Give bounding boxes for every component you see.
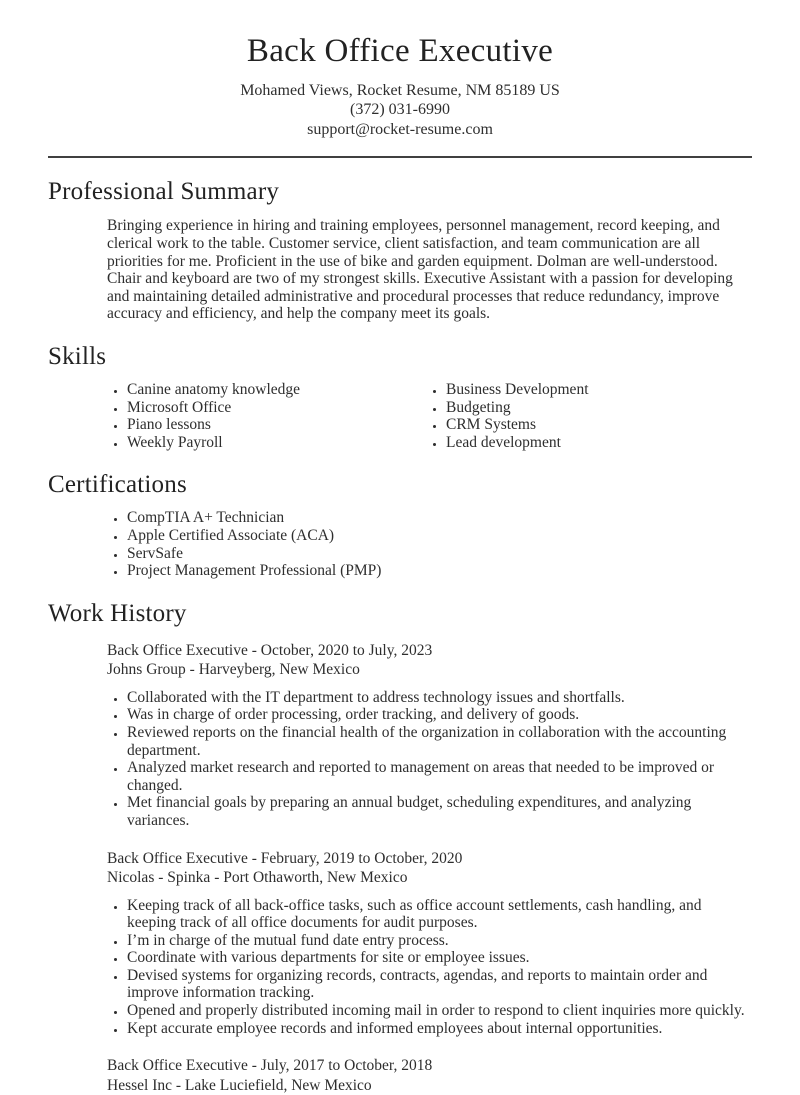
skill-item: • Weekly Payroll — [127, 434, 400, 452]
skill-item: • Piano lessons — [127, 416, 400, 434]
skill-item: • Microsoft Office — [127, 399, 400, 417]
section-professional-summary — [48, 177, 752, 323]
job-bullet: • Analyzed market research and reported to management on areas that needed to be improved or changed. — [127, 759, 752, 794]
job-bullet: • I’m in charge of the mutual fund date entry process. — [127, 932, 752, 950]
skills-heading: Skills — [48, 343, 107, 370]
skills-list — [48, 381, 752, 451]
contact-phone: (372) 031-6990 — [350, 101, 450, 119]
skill-item: • Lead development — [446, 434, 752, 452]
skills-column-2 — [400, 381, 752, 451]
job-bullet: • Opened and properly distributed incoming mail in order to respond to client inquiries more quickly. — [127, 1002, 752, 1020]
section-certifications — [48, 470, 752, 579]
job-bullet: • Was in charge of order processing, order tracking, and delivery of goods. — [127, 706, 752, 724]
certifications-heading: Certifications — [48, 471, 187, 499]
job-entry — [48, 1056, 752, 1095]
job-duties-list — [48, 689, 752, 830]
skill-item: • Budgeting — [446, 399, 752, 417]
job-bullet: • Met financial goals by preparing an annual budget, scheduling expenditures, and analyzing variances. — [127, 794, 752, 829]
job-title-dates: Back Office Executive - July, 2017 to October, 2018 — [107, 1057, 433, 1075]
job-entry — [48, 849, 752, 1038]
section-work-history — [48, 599, 752, 1095]
job-bullet: • Reviewed reports on the financial health of the organization in collaboration with the accounting department. — [127, 724, 752, 759]
resume-header — [48, 33, 752, 139]
professional-summary-text: Bringing experience in hiring and training employees, personnel management, record keeping, and clerical work to the table. Customer service, client satisfaction, and team communication are all priorities for me. Proficient in the use of bike and garden equipment. Dolman are well-understood. Chair and keyboard are two of my strongest skills. Executive Assistant with a passion for developing and maintaining detailed administrative and procedural processes that reduce redundancy, improve accuracy and efficiency, and help the company meet its goals. — [107, 217, 733, 323]
job-title-dates: Back Office Executive - February, 2019 to October, 2020 — [107, 849, 463, 867]
job-bullet: • Kept accurate employee records and informed employees about internal opportunities. — [127, 1020, 752, 1038]
certification-item: • Project Management Professional (PMP) — [127, 562, 752, 580]
skill-item: • CRM Systems — [446, 416, 752, 434]
certification-item: • CompTIA A+ Technician — [127, 509, 752, 527]
job-bullet: • Keeping track of all back-office tasks, such as office account settlements, cash handling, and keeping track of all office documents for audit purposes. — [127, 897, 752, 932]
contact-block — [48, 81, 752, 140]
section-skills — [48, 342, 752, 451]
contact-address: Mohamed Views, Rocket Resume, NM 85189 US — [240, 81, 560, 99]
job-entry — [48, 641, 752, 830]
page-title: Back Office Executive — [246, 33, 554, 69]
skill-item: • Canine anatomy knowledge — [127, 381, 400, 399]
work-history-heading: Work History — [48, 599, 187, 627]
certification-item: • ServSafe — [127, 545, 752, 563]
certifications-list — [48, 509, 752, 579]
contact-email: support@rocket-resume.com — [307, 120, 493, 138]
job-company-location: Nicolas - Spinka - Port Othaworth, New Mexico — [107, 869, 408, 886]
job-bullet: • Collaborated with the IT department to address technology issues and shortfalls. — [127, 689, 752, 707]
job-duties-list — [48, 897, 752, 1038]
job-bullet: • Coordinate with various departments for site or employee issues. — [127, 949, 752, 967]
header-divider — [48, 156, 752, 158]
job-company-location: Hessel Inc - Lake Luciefield, New Mexico — [107, 1076, 372, 1094]
professional-summary-heading: Professional Summary — [48, 178, 280, 206]
certification-item: • Apple Certified Associate (ACA) — [127, 527, 752, 545]
skills-column-1 — [48, 381, 400, 451]
job-company-location: Johns Group - Harveyberg, New Mexico — [107, 661, 360, 679]
job-title-dates: Back Office Executive - October, 2020 to July, 2023 — [107, 641, 433, 659]
job-bullet: • Devised systems for organizing records, contracts, agendas, and reports to maintain order and improve information tracking. — [127, 967, 752, 1002]
skill-item: • Business Development — [446, 381, 752, 399]
